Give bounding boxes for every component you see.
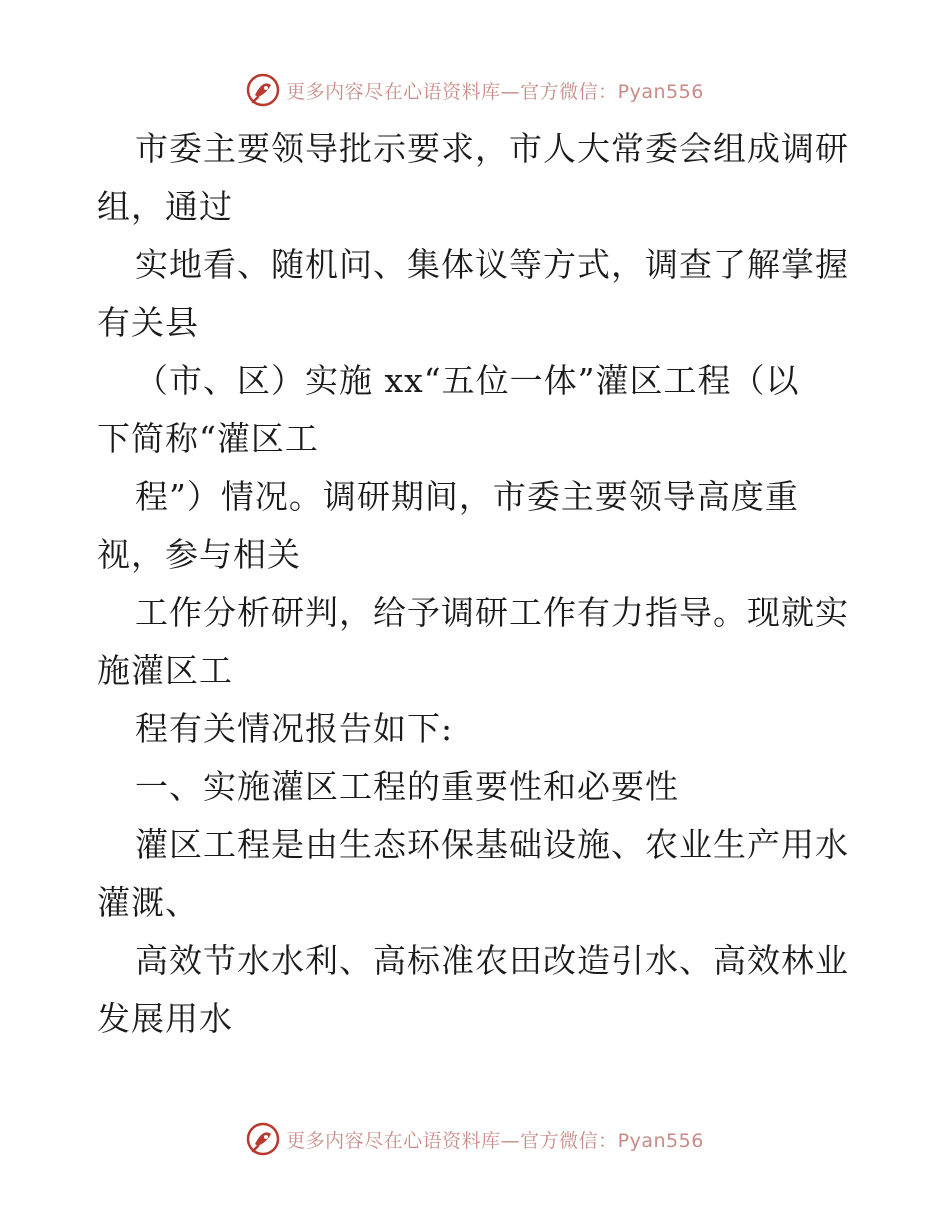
pen-heart-logo-icon [246, 1122, 280, 1156]
paragraph-line: 施灌区工 [97, 651, 233, 690]
paragraph-line: 工作分析研判，给予调研工作有力指导。现就实 [135, 593, 849, 632]
paragraph-line: 灌溉、 [97, 883, 199, 922]
watermark-text: 更多内容尽在心语资料库—官方微信：Pyan556 [286, 80, 704, 103]
paragraph-line: 程有关情况报告如下: [135, 709, 454, 748]
paragraph-line: 市委主要领导批示要求，市人大常委会组成调研 [135, 129, 849, 168]
paragraph-line: （市、区）实施 xx“五位一体”灌区工程（以 [135, 361, 800, 400]
pen-heart-logo-icon [246, 73, 280, 107]
paragraph-line: 视，参与相关 [97, 535, 301, 574]
paragraph-line: 程”）情况。调研期间，市委主要领导高度重 [135, 477, 799, 516]
paragraph-line: 发展用水 [97, 999, 233, 1038]
paragraph-line: 组，通过 [97, 187, 233, 226]
document-body [97, 120, 857, 1048]
paragraph-line: 实地看、随机问、集体议等方式，调查了解掌握 [135, 245, 849, 284]
paragraph-line: 下简称“灌区工 [97, 419, 319, 458]
header-watermark [0, 70, 950, 110]
paragraph-line: 有关县 [97, 303, 199, 342]
watermark-text: 更多内容尽在心语资料库—官方微信：Pyan556 [286, 1129, 704, 1152]
paragraph-line: 灌区工程是由生态环保基础设施、农业生产用水 [135, 825, 849, 864]
paragraph-line: 高效节水水利、高标准农田改造引水、高效林业 [135, 941, 849, 980]
footer-watermark [0, 1119, 950, 1159]
paragraph-line: 一、实施灌区工程的重要性和必要性 [135, 767, 679, 806]
